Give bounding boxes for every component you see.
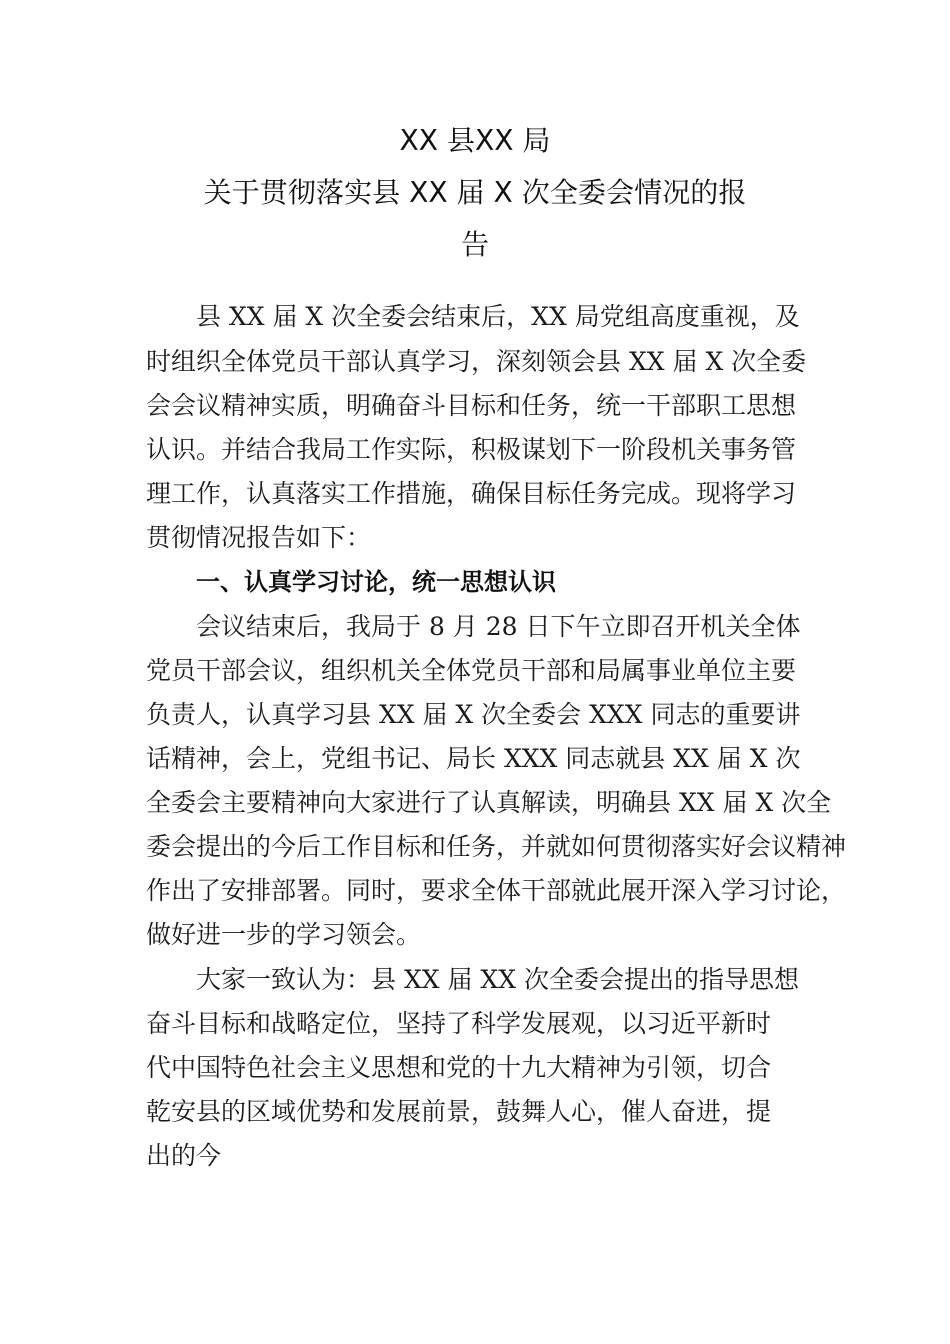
paragraph-3-line-4: 乾安县的区域优势和发展前景，鼓舞人心，催人奋进，提 xyxy=(146,1097,772,1126)
paragraph-1-line-4: 认识。并结合我局工作实际，积极谋划下一阶段机关事务管 xyxy=(146,435,797,464)
paragraph-1-line-1: 县 XX 届 X 次全委会结束后，XX 局党组高度重视，及 xyxy=(196,302,800,331)
document-title-line-1: XX 县XX 局 xyxy=(399,124,551,157)
paragraph-3-line-1: 大家一致认为：县 XX 届 XX 次全委会提出的指导思想 xyxy=(196,965,799,994)
paragraph-1-line-3: 会会议精神实质，明确奋斗目标和任务，统一干部职工思想 xyxy=(146,391,797,420)
paragraph-1-line-2: 时组织全体党员干部认真学习，深刻领会县 XX 届 X 次全委 xyxy=(146,347,807,376)
paragraph-2-line-6: 委会提出的今后工作目标和任务，并就如何贯彻落实好会议精神 xyxy=(146,832,847,861)
paragraph-2-line-8: 做好进一步的学习领会。 xyxy=(146,920,422,949)
document-title-line-2: 关于贯彻落实县 XX 届 X 次全委会情况的报 xyxy=(203,176,747,209)
paragraph-2-line-3: 负责人，认真学习县 XX 届 X 次全委会 XXX 同志的重要讲 xyxy=(146,700,801,729)
paragraph-3-line-5: 出的今 xyxy=(146,1141,222,1170)
paragraph-2-line-1: 会议结束后，我局于 8 月 28 日下午立即召开机关全体 xyxy=(196,612,801,641)
paragraph-3-line-3: 代中国特色社会主义思想和党的十九大精神为引领，切合 xyxy=(146,1053,772,1082)
paragraph-1-line-5: 理工作，认真落实工作措施，确保目标任务完成。现将学习 xyxy=(146,479,797,508)
paragraph-1-line-6: 贯彻情况报告如下： xyxy=(146,523,372,552)
paragraph-3-line-2: 奋斗目标和战略定位，坚持了科学发展观，以习近平新时 xyxy=(146,1009,772,1038)
paragraph-2-line-7: 作出了安排部署。同时，要求全体干部就此展开深入学习讨论， xyxy=(146,876,847,905)
paragraph-2-line-5: 全委会主要精神向大家进行了认真解读，明确县 XX 届 X 次全 xyxy=(146,788,832,817)
section-1-heading: 一、认真学习讨论，统一思想认识 xyxy=(196,568,556,596)
document-title-line-3: 告 xyxy=(460,228,490,261)
paragraph-2-line-4: 话精神，会上，党组书记、局长 XXX 同志就县 XX 届 X 次 xyxy=(146,744,801,773)
paragraph-2-line-2: 党员干部会议，组织机关全体党员干部和局属事业单位主要 xyxy=(146,656,797,685)
